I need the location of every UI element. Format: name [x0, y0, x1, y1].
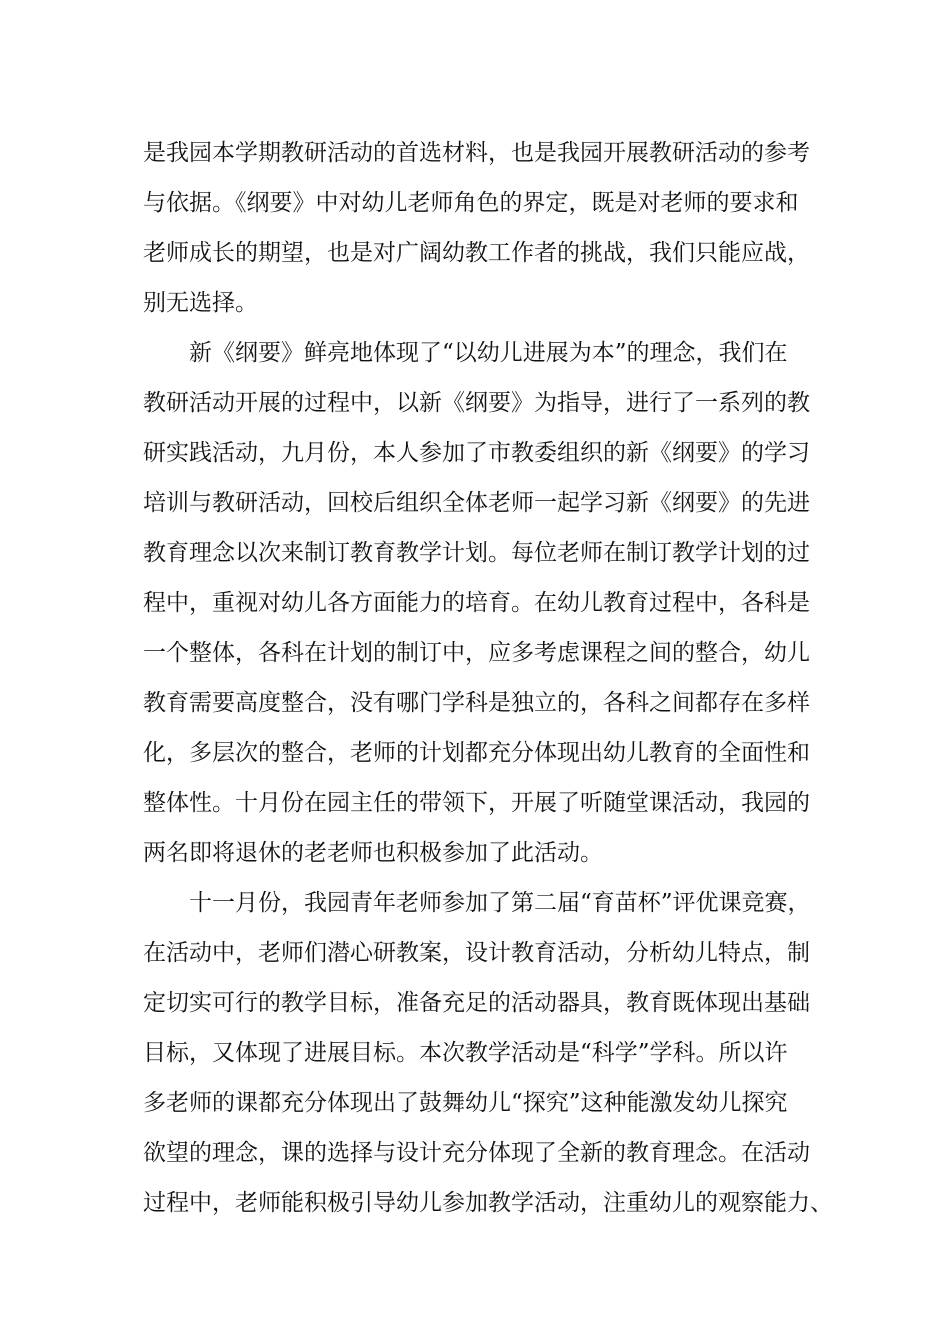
body-text	[143, 128, 833, 1228]
text-line: 培训与教研活动，回校后组织全体老师一起学习新《纲要》的先进	[143, 490, 810, 516]
text-line: 别无选择。	[143, 290, 258, 316]
text-line: 整体性。十月份在园主任的带领下，开展了听随堂课活动，我园的	[143, 790, 810, 816]
text-line: 一个整体，各科在计划的制订中，应多考虑课程之间的整合，幼儿	[143, 640, 810, 666]
paragraph-start-line: 十一月份，我园青年老师参加了第二届“育苗杯”评优课竞赛，	[189, 890, 811, 916]
text-line: 在活动中，老师们潜心研教案，设计教育活动，分析幼儿特点，制	[143, 940, 810, 966]
text-line: 过程中，老师能积极引导幼儿参加教学活动，注重幼儿的观察能力、	[143, 1190, 833, 1216]
paragraph-start-line: 新《纲要》鲜亮地体现了“以幼儿进展为本”的理念，我们在	[189, 340, 788, 366]
text-line: 教育需要高度整合，没有哪门学科是独立的，各科之间都存在多样	[143, 690, 810, 716]
text-line: 是我园本学期教研活动的首选材料，也是我园开展教研活动的参考	[143, 140, 810, 166]
text-line: 目标，又体现了进展目标。本次教学活动是“科学”学科。所以许	[143, 1040, 788, 1066]
text-line: 与依据。《纲要》中对幼儿老师角色的界定，既是对老师的要求和	[143, 190, 799, 216]
text-line: 多老师的课都充分体现出了鼓舞幼儿“探究”这种能激发幼儿探究	[143, 1090, 788, 1116]
text-line: 定切实可行的教学目标，准备充足的活动器具，教育既体现出基础	[143, 990, 810, 1016]
text-line: 两名即将退休的老老师也积极参加了此活动。	[143, 840, 603, 866]
text-line: 教育理念以次来制订教育教学计划。每位老师在制订教学计划的过	[143, 540, 810, 566]
text-line: 教研活动开展的过程中，以新《纲要》为指导，进行了一系列的教	[143, 390, 810, 416]
text-line: 研实践活动，九月份，本人参加了市教委组织的新《纲要》的学习	[143, 440, 810, 466]
text-line: 程中，重视对幼儿各方面能力的培育。在幼儿教育过程中，各科是	[143, 590, 810, 616]
text-line: 老师成长的期望，也是对广阔幼教工作者的挑战，我们只能应战，	[143, 240, 810, 266]
text-line: 欲望的理念，课的选择与设计充分体现了全新的教育理念。在活动	[143, 1140, 810, 1166]
text-line: 化，多层次的整合，老师的计划都充分体现出幼儿教育的全面性和	[143, 740, 810, 766]
